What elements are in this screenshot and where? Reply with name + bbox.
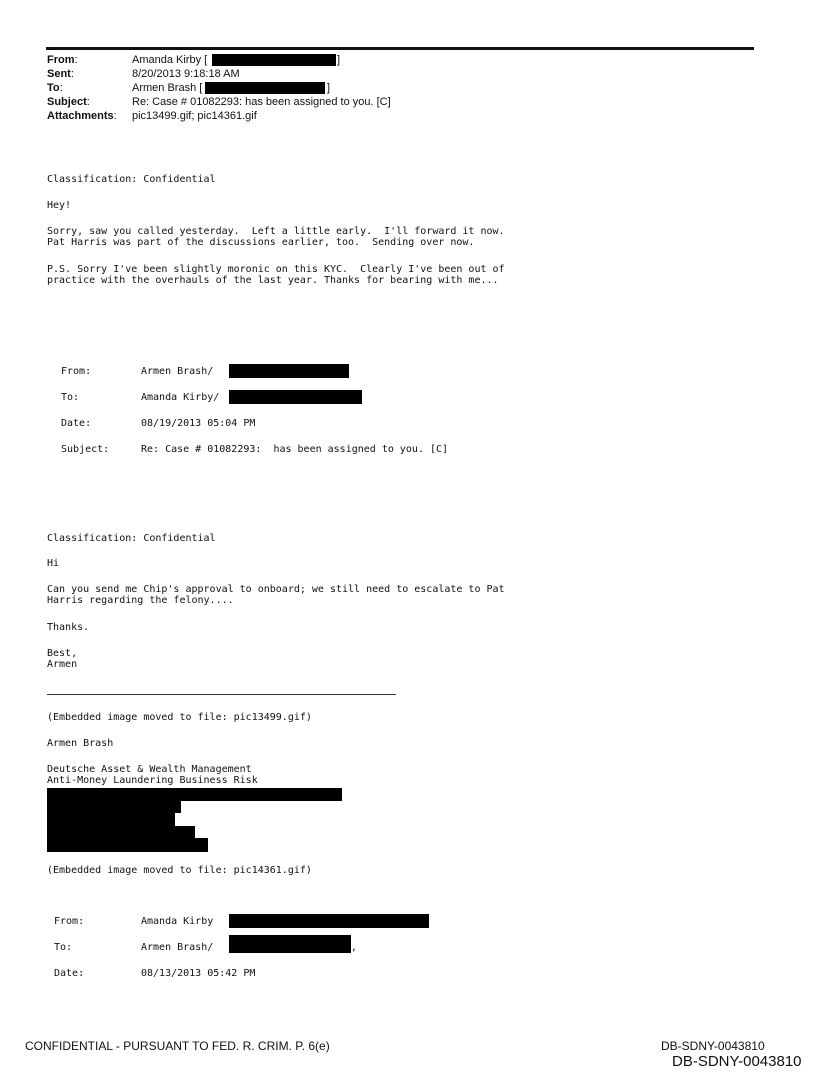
thanks-line: Thanks. xyxy=(47,622,90,633)
body2-para1-line1: Can you send me Chip's approval to onboard; we still need to escalate to Pat xyxy=(47,584,505,595)
quoted1-from-value: Armen Brash/ xyxy=(141,366,214,377)
embedded-image-note-1: (Embedded image moved to file: pic13499.gif) xyxy=(47,712,312,723)
quoted1-from-label: From: xyxy=(61,366,92,377)
body1-para1-line2: Pat Harris was part of the discussions earlier, too. Sending over now. xyxy=(47,237,475,248)
redaction-box xyxy=(47,813,175,826)
greeting-1: Hey! xyxy=(47,200,72,211)
redaction-box xyxy=(47,838,208,852)
redaction-box xyxy=(47,788,342,801)
classification-2: Classification: Confidential xyxy=(47,533,216,544)
redaction-box xyxy=(212,54,336,66)
quoted1-subject-label: Subject: xyxy=(61,444,110,455)
closing-best: Best, xyxy=(47,648,78,659)
signature-org-2: Anti-Money Laundering Business Risk xyxy=(47,775,258,786)
attachments-value: pic13499.gif; pic14361.gif xyxy=(132,110,257,122)
quoted1-date-label: Date: xyxy=(61,418,92,429)
quoted2-to-label: To: xyxy=(54,942,73,953)
from-close: ] xyxy=(337,54,341,66)
to-close: ] xyxy=(327,82,331,94)
redaction-box xyxy=(229,935,351,953)
sent-label: Sent: xyxy=(47,68,74,80)
subject-value: Re: Case # 01082293: has been assigned to you. [C] xyxy=(132,96,391,108)
confidential-notice: CONFIDENTIAL - PURSUANT TO FED. R. CRIM. P. 6(e) xyxy=(25,1039,330,1053)
body1-para2-line1: P.S. Sorry I've been slightly moronic on this KYC. Clearly I've been out of xyxy=(47,264,505,275)
redaction-box xyxy=(229,364,349,378)
embedded-image-note-2: (Embedded image moved to file: pic14361.gif) xyxy=(47,865,312,876)
redaction-box xyxy=(47,801,181,813)
quoted2-date-value: 08/13/2013 05:42 PM xyxy=(141,968,256,979)
attachments-label: Attachments: xyxy=(47,110,117,122)
body1-para2-line2: practice with the overhauls of the last year. Thanks for bearing with me... xyxy=(47,275,499,286)
from-label: From: xyxy=(47,54,78,66)
subject-label: Subject: xyxy=(47,96,90,108)
redaction-box xyxy=(205,82,325,94)
greeting-2: Hi xyxy=(47,558,60,569)
header-top-rule xyxy=(46,47,754,50)
signature-org-1: Deutsche Asset & Wealth Management xyxy=(47,764,252,775)
bates-number-large: DB-SDNY-0043810 xyxy=(672,1053,802,1070)
quoted1-subject-value: Re: Case # 01082293: has been assigned to you. [C] xyxy=(141,444,449,455)
quoted1-to-value: Amanda Kirby/ xyxy=(141,392,220,403)
redaction-box xyxy=(229,390,362,404)
to-label: To: xyxy=(47,82,63,94)
signature-name: Armen Brash xyxy=(47,738,114,749)
signature-rule xyxy=(47,694,396,695)
classification-1: Classification: Confidential xyxy=(47,174,216,185)
closing-name: Armen xyxy=(47,659,78,670)
quoted2-to-trail: , xyxy=(351,942,358,953)
to-value: Armen Brash [ xyxy=(132,82,203,94)
quoted2-date-label: Date: xyxy=(54,968,85,979)
sent-value: 8/20/2013 9:18:18 AM xyxy=(132,68,240,80)
body1-para1-line1: Sorry, saw you called yesterday. Left a little early. I'll forward it now. xyxy=(47,226,505,237)
from-value: Amanda Kirby [ xyxy=(132,54,208,66)
quoted1-date-value: 08/19/2013 05:04 PM xyxy=(141,418,256,429)
redaction-box xyxy=(229,914,429,928)
quoted2-to-value: Armen Brash/ xyxy=(141,942,214,953)
body2-para1-line2: Harris regarding the felony.... xyxy=(47,595,234,606)
redaction-box xyxy=(47,826,195,838)
bates-number-small: DB-SDNY-0043810 xyxy=(661,1039,765,1053)
quoted2-from-value: Amanda Kirby xyxy=(141,916,214,927)
quoted2-from-label: From: xyxy=(54,916,85,927)
quoted1-to-label: To: xyxy=(61,392,80,403)
